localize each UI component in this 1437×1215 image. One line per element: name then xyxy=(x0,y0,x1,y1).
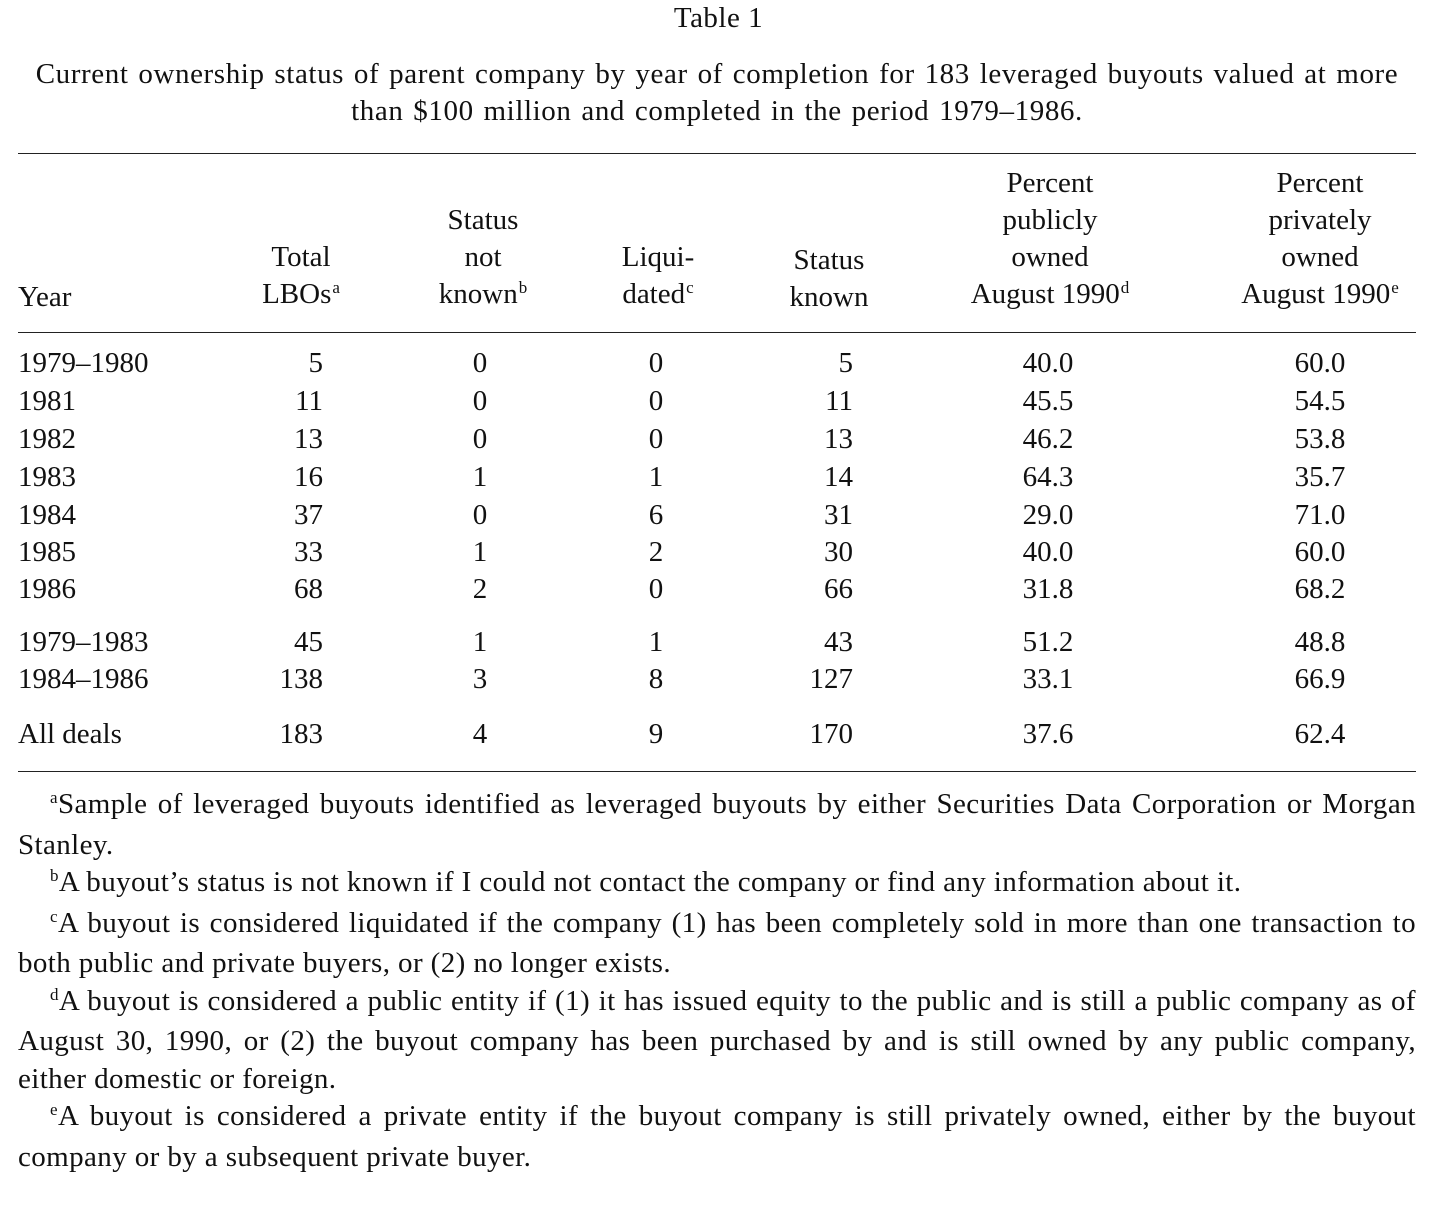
table-row xyxy=(0,534,1437,571)
footnote-mark-d: d xyxy=(1120,278,1130,297)
footnote-e xyxy=(18,1098,1416,1176)
cell-total-lbos: 5 xyxy=(308,347,323,379)
cell-liquidated: 0 xyxy=(648,385,664,417)
cell-percent-public: 64.3 xyxy=(1022,461,1074,493)
cell-status-not-known: 0 xyxy=(472,385,488,417)
cell-status-not-known: 0 xyxy=(472,347,488,379)
cell-status-known: 11 xyxy=(825,385,853,417)
footnote-a-text: Sample of leveraged buyouts identified as leveraged buyouts by either Securities Data Corporation or Morgan Stanley. xyxy=(18,788,1416,861)
header-known-line-2: known xyxy=(789,281,869,313)
header-private-line-2: privately xyxy=(1268,204,1372,236)
cell-liquidated: 9 xyxy=(648,718,664,750)
footnote-b-mark: b xyxy=(50,866,59,885)
cell-total-lbos: 45 xyxy=(294,626,323,658)
cell-percent-private: 48.8 xyxy=(1294,626,1346,658)
table-row xyxy=(0,661,1437,698)
cell-percent-public: 45.5 xyxy=(1022,385,1074,417)
cell-status-not-known: 1 xyxy=(472,461,488,493)
table-row xyxy=(0,716,1437,753)
cell-total-lbos: 33 xyxy=(294,536,323,568)
footnote-d-mark: d xyxy=(50,984,59,1004)
header-liquidated-line-2: dated xyxy=(622,278,686,310)
cell-year: 1979–1983 xyxy=(18,626,149,658)
cell-percent-public: 31.8 xyxy=(1022,573,1074,605)
cell-year: 1985 xyxy=(18,536,76,568)
cell-percent-private: 66.9 xyxy=(1294,663,1346,695)
table-row xyxy=(0,383,1437,420)
cell-status-known: 13 xyxy=(824,423,853,455)
cell-liquidated: 0 xyxy=(648,347,664,379)
cell-year: 1986 xyxy=(18,573,76,605)
cell-percent-public: 51.2 xyxy=(1022,626,1074,658)
header-public-line-3: owned xyxy=(1011,241,1089,273)
table-row xyxy=(0,624,1437,661)
cell-year: 1982 xyxy=(18,423,76,455)
cell-status-not-known: 3 xyxy=(472,663,488,695)
cell-percent-private: 35.7 xyxy=(1294,461,1346,493)
header-percent-private xyxy=(1208,165,1432,316)
header-notknown-line-2: not xyxy=(464,241,502,273)
cell-total-lbos: 11 xyxy=(295,385,323,417)
cell-status-not-known: 1 xyxy=(472,536,488,568)
cell-liquidated: 0 xyxy=(648,573,664,605)
header-public-line-2: publicly xyxy=(1002,204,1098,236)
header-total-lbos xyxy=(236,239,366,316)
header-public-line-1: Percent xyxy=(1006,167,1094,199)
cell-percent-private: 68.2 xyxy=(1294,573,1346,605)
cell-liquidated: 2 xyxy=(648,536,664,568)
cell-liquidated: 8 xyxy=(648,663,664,695)
cell-total-lbos: 183 xyxy=(279,718,323,750)
table-row xyxy=(0,421,1437,458)
bottom-rule xyxy=(18,771,1416,772)
header-private-line-1: Percent xyxy=(1276,167,1364,199)
cell-status-known: 14 xyxy=(824,461,853,493)
cell-status-not-known: 2 xyxy=(472,573,488,605)
footnote-a-mark: a xyxy=(50,788,58,807)
cell-status-not-known: 1 xyxy=(472,626,488,658)
cell-status-not-known: 0 xyxy=(472,423,488,455)
header-year xyxy=(18,279,71,316)
cell-liquidated: 1 xyxy=(648,461,664,493)
header-notknown-line-3: known xyxy=(438,278,518,310)
cell-percent-private: 60.0 xyxy=(1294,347,1346,379)
header-percent-public xyxy=(940,165,1160,316)
header-rule xyxy=(18,332,1416,333)
header-liquidated-line-1: Liqui- xyxy=(621,241,695,273)
cell-total-lbos: 37 xyxy=(294,499,323,531)
cell-year: 1983 xyxy=(18,461,76,493)
header-total-line-1: Total xyxy=(271,241,331,273)
cell-year: 1981 xyxy=(18,385,76,417)
cell-percent-public: 40.0 xyxy=(1022,536,1074,568)
footnote-c-text: A buyout is considered liquidated if the company (1) has been completely sold in more than one transaction to both public and private buyers, or (2) no longer exists. xyxy=(18,906,1416,979)
header-liquidated xyxy=(588,239,728,316)
footnote-mark-c: c xyxy=(686,278,694,297)
cell-total-lbos: 13 xyxy=(294,423,323,455)
cell-year: 1979–1980 xyxy=(18,347,149,379)
cell-total-lbos: 68 xyxy=(294,573,323,605)
table-label: Table 1 xyxy=(673,2,764,34)
cell-status-known: 43 xyxy=(824,626,853,658)
cell-percent-public: 37.6 xyxy=(1022,718,1074,750)
cell-percent-private: 62.4 xyxy=(1294,718,1346,750)
cell-percent-private: 53.8 xyxy=(1294,423,1346,455)
cell-percent-private: 54.5 xyxy=(1294,385,1346,417)
header-status-not-known xyxy=(408,202,558,316)
cell-total-lbos: 16 xyxy=(294,461,323,493)
header-public-line-4: August 1990 xyxy=(970,278,1120,310)
footnote-d xyxy=(18,983,1416,1099)
table-row xyxy=(0,571,1437,608)
cell-status-known: 127 xyxy=(809,663,853,695)
cell-year: 1984–1986 xyxy=(18,663,149,695)
footnote-e-text: A buyout is considered a private entity if the buyout company is still privately owned, either by the buyout company or by a subsequent private buyer. xyxy=(18,1100,1416,1173)
header-notknown-line-1: Status xyxy=(447,204,519,236)
cell-status-known: 170 xyxy=(809,718,853,750)
header-status-known xyxy=(764,242,894,316)
cell-status-known: 66 xyxy=(824,573,853,605)
footnote-c xyxy=(18,905,1416,983)
footnote-e-mark: e xyxy=(50,1100,58,1119)
header-year-line-1: Year xyxy=(18,281,72,313)
footnotes xyxy=(18,786,1416,1176)
cell-liquidated: 1 xyxy=(648,626,664,658)
cell-year: 1984 xyxy=(18,499,76,531)
cell-status-not-known: 0 xyxy=(472,499,488,531)
footnote-b-text: A buyout’s status is not known if I could not contact the company or find any information about it. xyxy=(58,866,1242,898)
cell-percent-public: 46.2 xyxy=(1022,423,1074,455)
footnote-d-text: A buyout is considered a public entity if (1) it has issued equity to the public and is still a public company as of August 30, 1990, or (2) the buyout company has been purchased by and is still owned by any public company, either domestic or foreign. xyxy=(18,984,1416,1095)
footnote-mark-a: a xyxy=(332,278,340,297)
top-rule xyxy=(18,153,1416,154)
cell-percent-private: 60.0 xyxy=(1294,536,1346,568)
cell-total-lbos: 138 xyxy=(279,663,323,695)
cell-status-known: 30 xyxy=(824,536,853,568)
table-row xyxy=(0,459,1437,496)
footnote-mark-e: e xyxy=(1391,278,1399,297)
footnote-c-mark: c xyxy=(50,906,58,926)
header-total-line-2: LBOs xyxy=(262,278,332,310)
cell-status-known: 5 xyxy=(838,347,853,379)
header-private-line-3: owned xyxy=(1281,241,1359,273)
table-row xyxy=(0,497,1437,534)
cell-status-not-known: 4 xyxy=(472,718,488,750)
cell-percent-private: 71.0 xyxy=(1294,499,1346,531)
cell-percent-public: 33.1 xyxy=(1022,663,1074,695)
header-known-line-1: Status xyxy=(793,244,865,276)
cell-percent-public: 29.0 xyxy=(1022,499,1074,531)
cell-liquidated: 6 xyxy=(648,499,664,531)
footnote-a xyxy=(18,786,1416,864)
header-private-line-4: August 1990 xyxy=(1241,278,1391,310)
cell-percent-public: 40.0 xyxy=(1022,347,1074,379)
cell-liquidated: 0 xyxy=(648,423,664,455)
cell-year: All deals xyxy=(18,718,122,750)
table-caption: Current ownership status of parent company by year of completion for 183 leveraged buyouts valued at more than $100 million and completed in the period 1979–1986. xyxy=(35,58,1399,127)
table-row xyxy=(0,345,1437,382)
footnote-mark-b: b xyxy=(518,278,528,297)
cell-status-known: 31 xyxy=(824,499,853,531)
footnote-b xyxy=(18,864,1416,905)
